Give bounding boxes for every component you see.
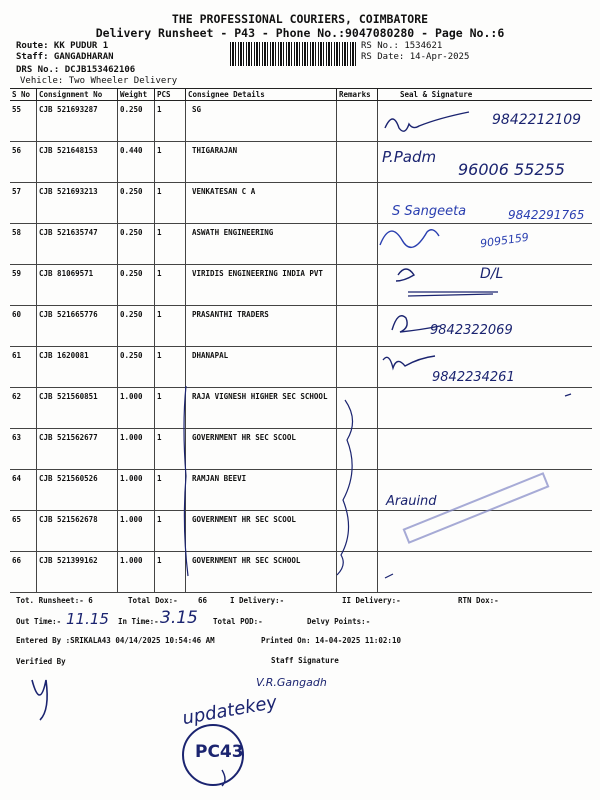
phone-60: 9842322069 (430, 323, 513, 338)
cell-consignment: CJB 521648153 (37, 142, 118, 183)
cell-consignment: CJB 521560526 (37, 470, 118, 511)
cell-consignee: GOVERNMENT HR SEC SCOOL (186, 511, 337, 552)
col-consignment: Consignment No (37, 89, 118, 101)
cell-consignee: GOVERNMENT HR SEC SCHOOL (186, 552, 337, 593)
signature-61 (383, 356, 435, 368)
entered-by: Entered By :SRIKALA43 04/14/2025 10:54:46 AM (16, 636, 215, 645)
cell-pcs: 1 (155, 470, 186, 511)
cell-consignment: CJB 521635747 (37, 224, 118, 265)
cell-pcs: 1 (155, 142, 186, 183)
col-remarks: Remarks (337, 89, 378, 101)
cell-consignee: PRASANTHI TRADERS (186, 306, 337, 347)
cell-pcs: 1 (155, 265, 186, 306)
phone-61: 9842234261 (432, 370, 515, 385)
cell-consignee: ASWATH ENGINEERING (186, 224, 337, 265)
col-pcs: PCS (155, 89, 186, 101)
cell-consignee: SG (186, 101, 337, 142)
cell-sno: 57 (10, 183, 37, 224)
staff-signature-label: Staff Signature (271, 656, 339, 665)
cell-consignee: VIRIDIS ENGINEERING INDIA PVT (186, 265, 337, 306)
phone-55: 9842212109 (492, 112, 582, 128)
cell-sno: 59 (10, 265, 37, 306)
cell-consignment: CJB 521562677 (37, 429, 118, 470)
cell-consignment: CJB 521560851 (37, 388, 118, 429)
signature-58 (380, 230, 439, 248)
cell-pcs: 1 (155, 347, 186, 388)
signature-59-mark (396, 269, 414, 281)
rs-date: RS Date: 14-Apr-2025 (361, 52, 470, 62)
col-seal-signature: Seal & Signature (378, 89, 593, 101)
runsheet-subtitle: Delivery Runsheet - P43 - Phone No.:9047080280 - Page No.:6 (95, 26, 505, 40)
cell-consignee: RAJA VIGNESH HIGHER SEC SCHOOL (186, 388, 337, 429)
dl-note: D/L (480, 266, 504, 282)
vehicle-label: Vehicle: Two Wheeler Delivery (20, 76, 178, 86)
col-consignee: Consignee Details (186, 89, 337, 101)
col-sno: S No (10, 89, 37, 101)
tick-66 (385, 574, 393, 578)
cell-consignee: VENKATESAN C A (186, 183, 337, 224)
total-pod: Total POD:- (213, 617, 263, 626)
verified-by-label: Verified By (16, 657, 66, 666)
cell-sno: 63 (10, 429, 37, 470)
out-time-label: Out Time:- (16, 617, 62, 626)
cell-sno: 62 (10, 388, 37, 429)
staff-signature: V.R.Gangadh (256, 676, 327, 689)
phone-56: 96006 55255 (458, 160, 565, 179)
route-label: Route: KK PUDUR 1 (16, 41, 109, 51)
cell-sno: 60 (10, 306, 37, 347)
cell-pcs: 1 (155, 511, 186, 552)
cell-sno: 58 (10, 224, 37, 265)
cell-consignment: CJB 521693213 (37, 183, 118, 224)
cell-consignment: CJB 521399162 (37, 552, 118, 593)
ii-delivery: II Delivery:- (342, 596, 401, 605)
bracket-left (184, 386, 188, 576)
out-time-value: 11.15 (66, 610, 109, 628)
cell-weight: 1.000 (118, 388, 155, 429)
in-time-value: 3.15 (160, 608, 198, 628)
cell-consignee: DHANAPAL (186, 347, 337, 388)
cell-weight: 0.250 (118, 101, 155, 142)
cell-weight: 1.000 (118, 511, 155, 552)
cell-sno: 56 (10, 142, 37, 183)
signature-55 (385, 112, 469, 131)
name-64: Arauind (386, 494, 437, 509)
tick-62 (565, 394, 571, 396)
cell-sno: 64 (10, 470, 37, 511)
cell-sno: 66 (10, 552, 37, 593)
phone-58: 9095159 (479, 230, 530, 251)
stamp-code: PC43 (195, 742, 244, 762)
i-delivery: I Delivery:- (230, 596, 285, 605)
cell-weight: 0.250 (118, 265, 155, 306)
bracket-right (337, 400, 353, 575)
cell-weight: 0.250 (118, 306, 155, 347)
staff-label: Staff: GANGADHARAN (16, 52, 114, 62)
cell-pcs: 1 (155, 224, 186, 265)
drs-label: DRS No.: DCJB153462106 (16, 65, 136, 75)
delvy-points: Delvy Points:- (307, 617, 371, 626)
name-56: P.Padm (382, 148, 437, 166)
in-time-label: In Time:- (118, 617, 159, 626)
cell-sno: 61 (10, 347, 37, 388)
name-57: S Sangeeta (392, 204, 467, 219)
cell-weight: 1.000 (118, 470, 155, 511)
cell-consignment: CJB 521665776 (37, 306, 118, 347)
cell-pcs: 1 (155, 183, 186, 224)
cell-consignee: RAMJAN BEEVI (186, 470, 337, 511)
rs-number: RS No.: 1534621 (361, 41, 443, 51)
cell-weight: 0.250 (118, 224, 155, 265)
cell-pcs: 1 (155, 388, 186, 429)
cell-weight: 1.000 (118, 552, 155, 593)
cell-pcs: 1 (155, 306, 186, 347)
strikeout-59 (408, 292, 498, 296)
verified-signature (32, 680, 47, 720)
cell-pcs: 1 (155, 552, 186, 593)
cell-pcs: 1 (155, 429, 186, 470)
cell-consignment: CJB 521562678 (37, 511, 118, 552)
cell-sno: 65 (10, 511, 37, 552)
rtn-dox: RTN Dox:- (458, 596, 499, 605)
cell-consignee: THIGARAJAN (186, 142, 337, 183)
cell-consignee: GOVERNMENT HR SEC SCOOL (186, 429, 337, 470)
col-weight: Weight (118, 89, 155, 101)
update-note: updatekey (180, 691, 279, 730)
company-title: THE PROFESSIONAL COURIERS, COIMBATORE (171, 12, 429, 26)
cell-sno: 55 (10, 101, 37, 142)
cell-consignment: CJB 1620081 (37, 347, 118, 388)
cell-weight: 1.000 (118, 429, 155, 470)
phone-57: 9842291765 (508, 208, 585, 222)
cell-pcs: 1 (155, 101, 186, 142)
cell-weight: 0.250 (118, 347, 155, 388)
cell-consignment: CJB 521693287 (37, 101, 118, 142)
cell-weight: 0.250 (118, 183, 155, 224)
total-dox-label: Total Dox:- (128, 596, 178, 605)
total-dox-value: 66 (198, 596, 208, 605)
cell-consignment: CJB 81069571 (37, 265, 118, 306)
cell-weight: 0.440 (118, 142, 155, 183)
tot-runsheet: Tot. Runsheet:- 6 (16, 596, 93, 605)
printed-on: Printed On: 14-04-2025 11:02:10 (261, 636, 401, 645)
